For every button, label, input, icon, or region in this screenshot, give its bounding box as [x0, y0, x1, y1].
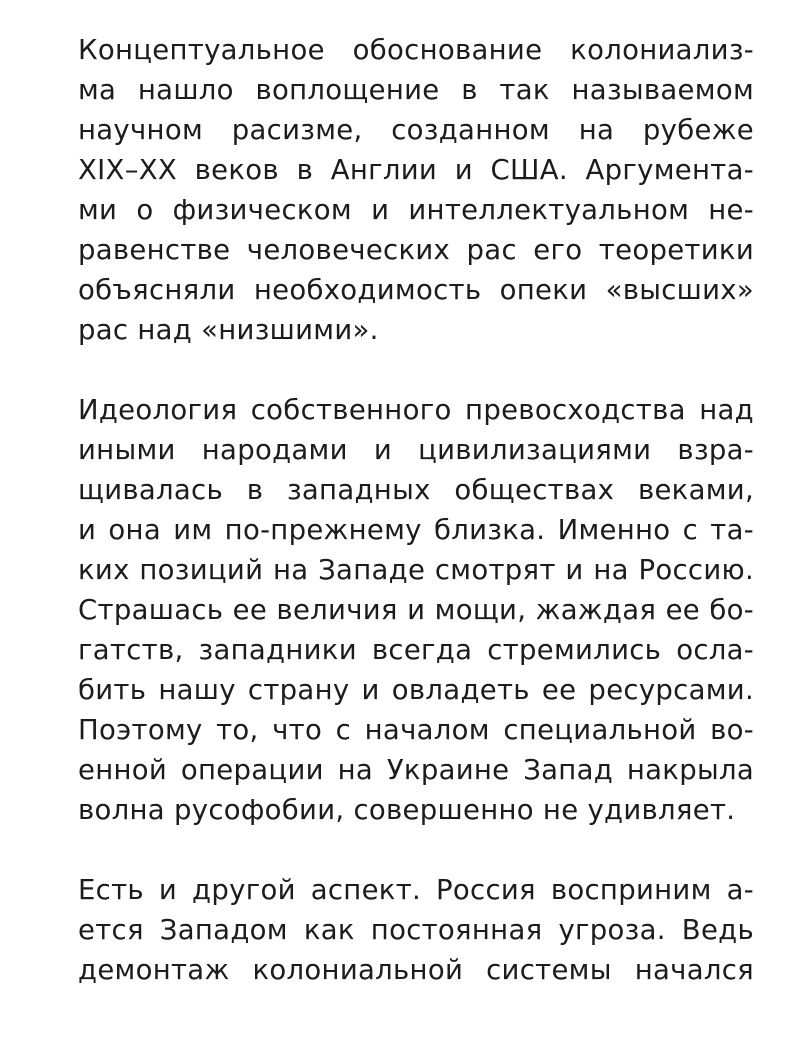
text-line: Поэтому то, что с началом специальной во-	[78, 714, 754, 746]
text-line: енной операции на Украине Запад накрыла	[78, 754, 754, 786]
text-line: Есть и другой аспект. Россия восприним а-	[78, 874, 754, 906]
document-page	[78, 30, 754, 990]
text-line: Страшась ее величия и мощи, жаждая ее бо-	[78, 594, 754, 626]
paragraph-gap	[78, 350, 754, 390]
text-line: демонтаж колониальной системы начался	[78, 954, 754, 986]
text-line: объясняли необходимость опеки «высших»	[78, 274, 754, 306]
paragraph-2	[78, 390, 754, 830]
text-line: щивалась в западных обществах веками,	[78, 474, 754, 506]
text-line: научном расизме, созданном на рубеже	[78, 114, 754, 146]
text-line: и она им по-прежнему близка. Именно с та-	[78, 514, 754, 546]
text-line: XIX–XX веков в Англии и США. Аргумента-	[78, 154, 754, 186]
text-line: рас над «низшими».	[78, 314, 379, 346]
text-line: бить нашу страну и овладеть ее ресурсами.	[78, 674, 754, 706]
paragraph-1	[78, 30, 754, 350]
text-line: ется Западом как постоянная угроза. Ведь	[78, 914, 754, 946]
text-line: ких позиций на Западе смотрят и на Россию.	[78, 554, 754, 586]
text-line: равенстве человеческих рас его теоретики	[78, 234, 754, 266]
text-line: волна русофобии, совершенно не удивляет.	[78, 794, 736, 826]
text-line: ми о физическом и интеллектуальном не-	[78, 194, 754, 226]
text-line: гатств, западники всегда стремились осла-	[78, 634, 754, 666]
paragraph-gap	[78, 830, 754, 870]
text-line: Идеология собственного превосходства над	[78, 394, 754, 426]
paragraph-3	[78, 870, 754, 990]
text-line: ма нашло воплощение в так называемом	[78, 74, 754, 106]
text-line: иными народами и цивилизациями взра-	[78, 434, 754, 466]
text-line: Концептуальное обоснование колониализ-	[78, 34, 754, 66]
